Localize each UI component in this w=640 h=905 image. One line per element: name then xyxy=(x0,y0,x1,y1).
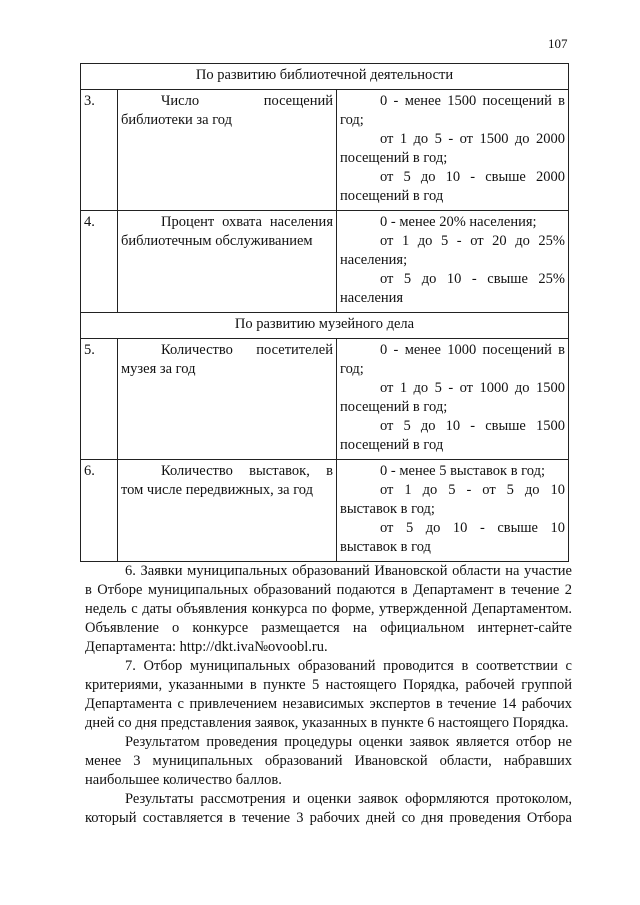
scale-line: от 1 до 5 - от 1500 до 2000 посещений в год; xyxy=(340,131,565,166)
scale-line: от 1 до 5 - от 20 до 25% населения; xyxy=(340,233,565,268)
criterion-scale xyxy=(337,211,569,313)
criterion-scale xyxy=(337,90,569,211)
body-text xyxy=(85,562,572,828)
scale-line: 0 - менее 1500 посещений в год; xyxy=(340,93,565,128)
scale-line: 0 - менее 5 выставок в год; xyxy=(380,463,546,479)
paragraph: 7. Отбор муниципальных образований проводится в соответствии с критериями, указанными в пункте 5 настоящего Порядка, рабочей группой Департамента с привлечением независимых экспертов в течение 14 рабочих дней со дня представления заявок, указанных в пункте 6 настоящего Порядка. xyxy=(85,658,572,731)
criterion-name: Число посещений библиотеки за год xyxy=(118,90,337,211)
row-number: 6. xyxy=(81,460,118,562)
criterion-name: Процент охвата населения библиотечным обслуживанием xyxy=(118,211,337,313)
scale-line: от 1 до 5 - от 5 до 10 выставок в год; xyxy=(340,482,565,517)
scale-line: от 1 до 5 - от 1000 до 1500 посещений в год; xyxy=(340,380,565,415)
paragraph: Результатом проведения процедуры оценки заявок является отбор не менее 3 муниципальных образований Ивановской области, набравших наибольшее количество баллов. xyxy=(85,734,572,788)
criterion-scale xyxy=(337,339,569,460)
row-number: 4. xyxy=(81,211,118,313)
scale-line: от 5 до 10 - свыше 10 выставок в год xyxy=(340,520,565,555)
criterion-name: Количество выставок, в том числе передвижных, за год xyxy=(118,460,337,562)
section-title: По развитию музейного дела xyxy=(81,313,569,339)
section-title: По развитию библиотечной деятельности xyxy=(81,64,569,90)
section-header-row xyxy=(81,64,569,90)
paragraph: Результаты рассмотрения и оценки заявок оформляются протоколом, который составляется в течение 3 рабочих дней со дня проведения Отбора xyxy=(85,791,572,826)
criterion-name: Количество посетителей музея за год xyxy=(118,339,337,460)
table-row xyxy=(81,211,569,313)
scale-line: от 5 до 10 - свыше 25% населения xyxy=(340,271,565,306)
table-row xyxy=(81,460,569,562)
criteria-table xyxy=(80,63,569,562)
scale-line: от 5 до 10 - свыше 1500 посещений в год xyxy=(340,418,565,453)
table-row xyxy=(81,339,569,460)
scale-line: 0 - менее 1000 посещений в год; xyxy=(340,342,565,377)
criterion-scale xyxy=(337,460,569,562)
page-number: 107 xyxy=(548,36,568,51)
row-number: 5. xyxy=(81,339,118,460)
section-header-row xyxy=(81,313,569,339)
table-row xyxy=(81,90,569,211)
row-number: 3. xyxy=(81,90,118,211)
scale-line: от 5 до 10 - свыше 2000 посещений в год xyxy=(340,169,565,204)
scale-line: 0 - менее 20% населения; xyxy=(380,214,537,230)
paragraph: 6. Заявки муниципальных образований Ивановской области на участие в Отборе муниципальных образований подаются в Департамент в течение 2 недель с даты объявления конкурса по форме, утвержденной Департаментом. Объявление о конкурсе размещается на официальном интернет-сайте Департамента: http://dkt.iva№ovoobl.ru. xyxy=(85,563,572,655)
